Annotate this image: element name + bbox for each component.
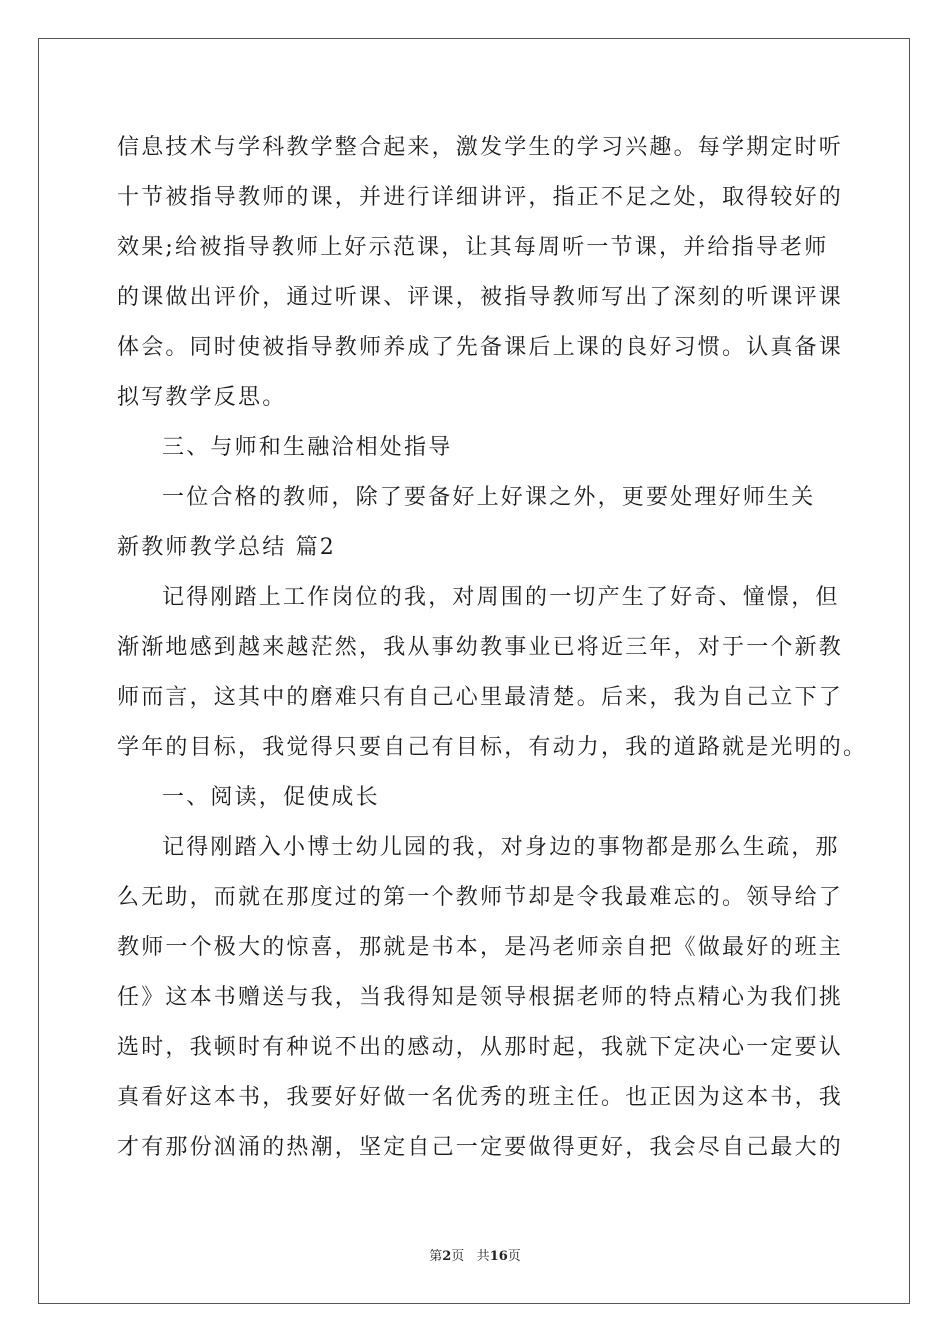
paragraph-line: 才有那份汹涌的热潮，坚定自己一定要做得更好，我会尽自己最大的 (117, 1135, 844, 1160)
page-label-suffix: 页 (451, 1249, 465, 1264)
paragraph-line: 信息技术与学科教学整合起来，激发学生的学习兴趣。每学期定时听 (117, 135, 844, 160)
paragraph-line: 十节被指导教师的课，并进行详细讲评，指正不足之处，取得较好的 (117, 185, 844, 210)
page-footer (0, 1248, 950, 1266)
section-heading: 三、与师和生融洽相处指导 (162, 435, 453, 460)
paragraph-line: 效果;给被指导教师上好示范课，让其每周听一节课，并给指导老师 (117, 235, 829, 260)
current-page-number: 2 (442, 1249, 452, 1264)
paragraph-line: 任》这本书赠送与我，当我得知是领导根据老师的特点精心为我们挑 (117, 985, 844, 1010)
paragraph-line: 渐渐地感到越来越茫然，我从事幼教事业已将近三年，对于一个新教 (117, 635, 844, 660)
section-heading: 一、阅读，促使成长 (162, 785, 380, 810)
article-title: 新教师教学总结 篇2 (117, 535, 336, 560)
paragraph-line: 记得刚踏入小博士幼儿园的我，对身边的事物都是那么生疏，那 (162, 835, 840, 860)
paragraph-line: 真看好这本书，我要好好做一名优秀的班主任。也正因为这本书，我 (117, 1085, 844, 1110)
paragraph-line: 的课做出评价，通过听课、评课，被指导教师写出了深刻的听课评课 (117, 285, 844, 310)
paragraph-line: 么无助，而就在那度过的第一个教师节却是令我最难忘的。领导给了 (117, 885, 844, 910)
page-frame (38, 38, 910, 1304)
paragraph-line: 选时，我顿时有种说不出的感动，从那时起，我就下定决心一定要认 (117, 1035, 844, 1060)
paragraph-line: 教师一个极大的惊喜，那就是书本，是冯老师亲自把《做最好的班主 (117, 935, 844, 960)
paragraph-line: 记得刚踏上工作岗位的我，对周围的一切产生了好奇、憧憬，但 (162, 585, 840, 610)
paragraph-line: 学年的目标，我觉得只要自己有目标，有动力，我的道路就是光明的。 (117, 735, 868, 760)
paragraph-line: 体会。同时使被指导教师养成了先备课后上课的良好习惯。认真备课 (117, 335, 844, 360)
total-label-prefix: 共 (476, 1249, 490, 1264)
total-page-count: 16 (489, 1249, 508, 1264)
paragraph-line: 拟写教学反思。 (117, 385, 287, 410)
total-label-suffix: 页 (507, 1249, 521, 1264)
page-label-prefix: 第 (429, 1249, 443, 1264)
paragraph-line: 一位合格的教师，除了要备好上好课之外，更要处理好师生关 (162, 485, 816, 510)
paragraph-line: 师而言，这其中的磨难只有自己心里最清楚。后来，我为自己立下了 (117, 685, 844, 710)
